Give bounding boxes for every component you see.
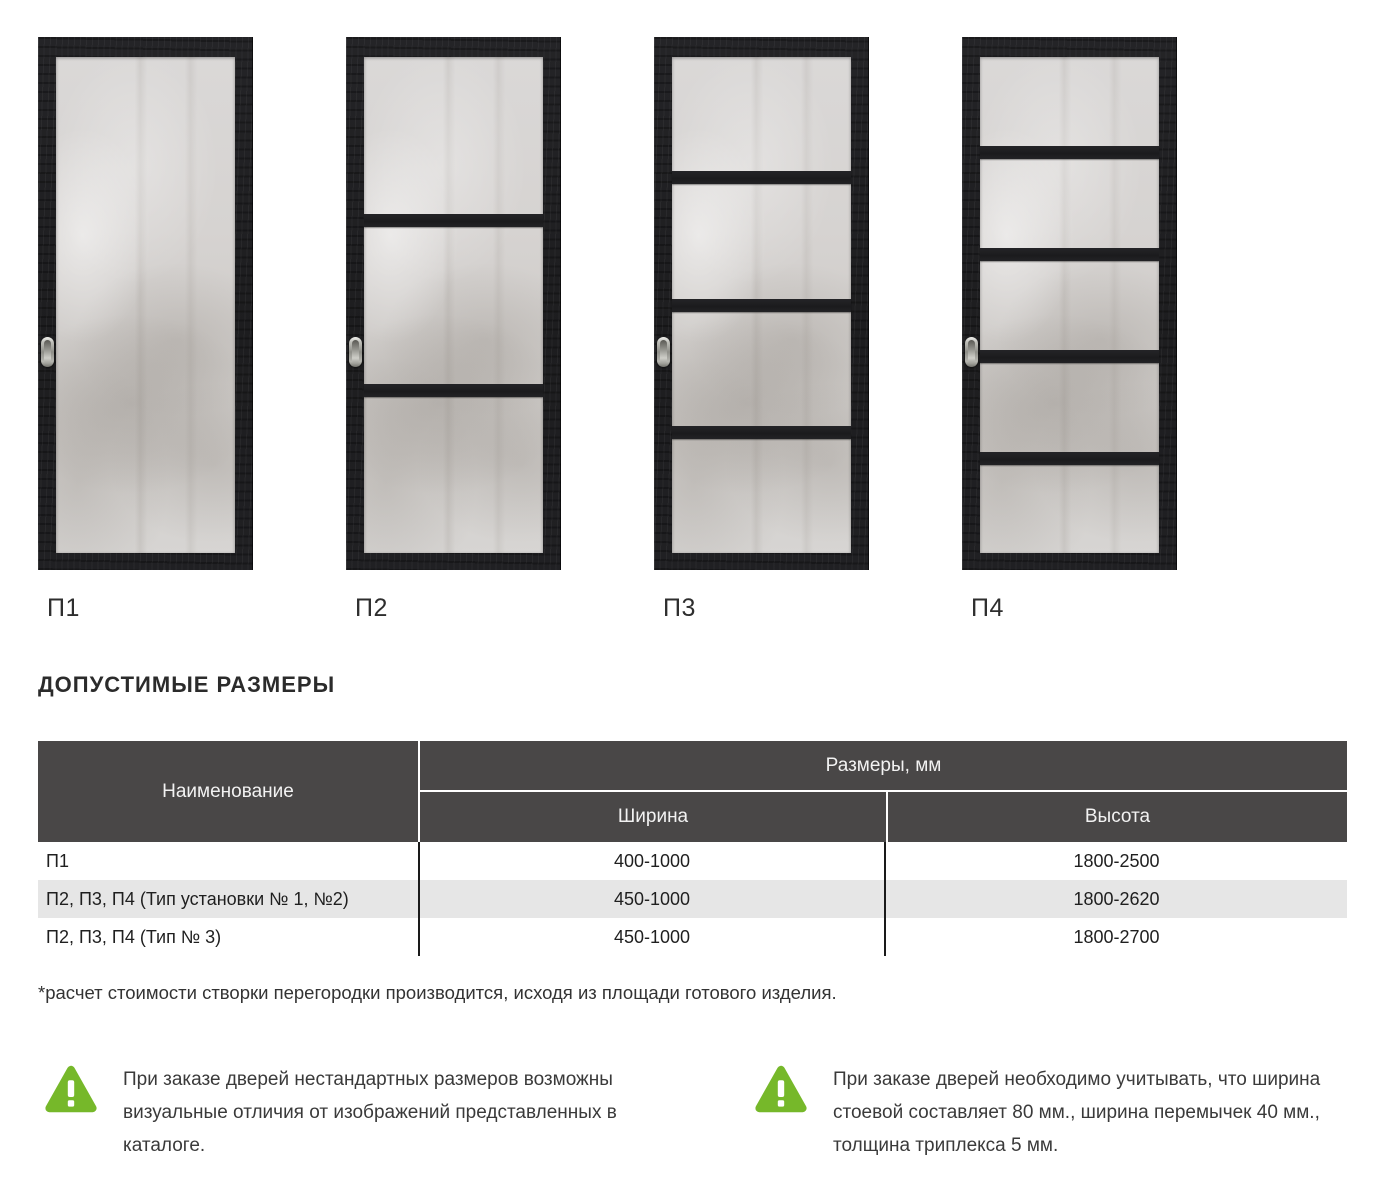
door-image-p4 — [962, 37, 1177, 570]
table-cell-height: 1800-2700 — [886, 918, 1347, 956]
warning-triangle-icon — [755, 1065, 807, 1113]
section-title: ДОПУСТИМЫЕ РАЗМЕРЫ — [38, 672, 336, 697]
glass-divider-bar — [980, 146, 1159, 159]
door-image-p1 — [38, 37, 253, 570]
glass-divider-bar — [364, 384, 543, 397]
col-header-height: Высота — [886, 792, 1347, 842]
price-footnote: *расчет стоимости створки перегородки производится, исходя из площади готового изделия. — [38, 982, 837, 1003]
door-handle — [349, 337, 362, 367]
col-header-name: Наименование — [38, 741, 420, 842]
door-image-p3 — [654, 37, 869, 570]
glass-divider-bar — [980, 350, 1159, 363]
table-cell-height: 1800-2620 — [886, 880, 1347, 918]
col-header-sizes: Размеры, мм — [420, 741, 1347, 792]
door-figure-p1 — [38, 37, 253, 623]
sizes-table — [38, 741, 1347, 956]
door-handle — [41, 337, 54, 367]
door-label-p2: П2 — [355, 594, 388, 622]
note-text: При заказе дверей необходимо учитывать, что ширина стоевой составляет 80 мм., ширина перемычек 40 мм., толщина триплекса 5 мм. — [833, 1069, 1321, 1156]
note-profile-widths — [755, 1063, 1385, 1162]
col-header-width: Ширина — [420, 792, 886, 842]
door-figure-p4 — [962, 37, 1177, 623]
glass-divider-bar — [364, 214, 543, 227]
glass-divider-bar — [980, 248, 1159, 261]
table-cell-width: 400-1000 — [420, 842, 886, 880]
door-label-p4: П4 — [971, 594, 1004, 622]
note-text: При заказе дверей нестандартных размеров возможны визуальные отличия от изображений представленных в каталоге. — [123, 1069, 617, 1156]
glass-divider-bar — [672, 171, 851, 184]
table-cell-width: 450-1000 — [420, 880, 886, 918]
glass-divider-bar — [672, 299, 851, 312]
warning-triangle-icon — [45, 1065, 97, 1113]
table-cell-name: П2, П3, П4 (Тип установки № 1, №2) — [38, 880, 420, 918]
door-image-p2 — [346, 37, 561, 570]
glass-divider-bar — [980, 452, 1159, 465]
frosted-glass — [980, 57, 1159, 553]
table-cell-height: 1800-2500 — [886, 842, 1347, 880]
door-label-p1: П1 — [47, 594, 80, 622]
frosted-glass — [364, 57, 543, 553]
frosted-glass — [56, 57, 235, 553]
table-cell-width: 450-1000 — [420, 918, 886, 956]
glass-divider-bar — [672, 426, 851, 439]
door-panel-gallery — [38, 37, 1177, 623]
door-label-p3: П3 — [663, 594, 696, 622]
door-figure-p3 — [654, 37, 869, 623]
table-cell-name: П1 — [38, 842, 420, 880]
table-cell-name: П2, П3, П4 (Тип № 3) — [38, 918, 420, 956]
note-nonstandard-sizes — [45, 1063, 665, 1162]
door-handle — [657, 337, 670, 367]
door-handle — [965, 337, 978, 367]
door-figure-p2 — [346, 37, 561, 623]
